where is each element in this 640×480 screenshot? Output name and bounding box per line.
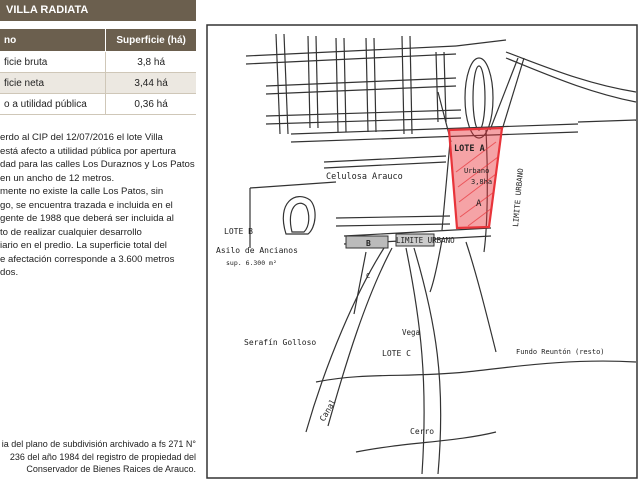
table-cell-value: 3,44 há	[106, 73, 196, 94]
subdivision-plan-map	[206, 22, 640, 480]
label-serafin-golloso: Serafín Golloso	[244, 338, 317, 347]
paragraph-line: go, se encuentra trazada e incluida en el	[0, 199, 173, 211]
table-row	[0, 73, 196, 94]
label-lote-a: LOTE A	[454, 144, 485, 154]
paragraph-line: e afectación corresponde a 3.600 metros	[0, 253, 175, 265]
label-celulosa-arauco: Celulosa Arauco	[326, 172, 403, 182]
table-header-surface: Superficie (há)	[106, 29, 196, 52]
paragraph-line: iario en el predio. La superficie total del	[0, 240, 167, 251]
paragraph-los-patos	[0, 185, 196, 280]
figure-caption	[0, 438, 196, 476]
table-cell-value: 3,8 há	[106, 52, 196, 73]
label-canal: Canal	[317, 397, 338, 423]
caption-line: 236 del año 1984 del registro de propiedad del	[9, 451, 196, 462]
paragraph-line: mente no existe la calle Los Patos, sin	[0, 186, 164, 197]
label-area-a: 3,8ha	[471, 178, 493, 186]
paragraph-cip	[0, 131, 196, 185]
label-vega: Vega	[402, 328, 421, 337]
label-cerro: Cerro	[410, 427, 435, 436]
surface-table	[0, 29, 196, 115]
paragraph-line: está afecto a utilidad pública por apertura	[0, 145, 176, 157]
table-header-name: no	[0, 29, 106, 52]
table-cell-label: ficie bruta	[0, 52, 106, 73]
table-cell-value: 0,36 há	[106, 94, 196, 115]
section-title: VILLA RADIATA	[0, 0, 196, 21]
label-letter-b: B	[366, 239, 371, 248]
caption-line: Conservador de Bienes Raices de Arauco.	[26, 464, 196, 474]
paragraph-line: gente de 1988 que deberá ser incluida al	[0, 213, 174, 224]
paragraph-line: erdo al CIP del 12/07/2016 el lote Villa	[0, 132, 163, 143]
label-limite-urbano-vertical: LIMITE URBANO	[511, 167, 526, 228]
label-lote-b: LOTE B	[224, 227, 253, 236]
paragraph-line: dad para las calles Los Duraznos y Los Patos	[0, 159, 195, 170]
table-cell-label: o a utilidad pública	[0, 94, 106, 115]
label-asilo-ancianos: Asilo de Ancianos	[216, 246, 298, 255]
label-urbano: Urbano	[464, 167, 490, 175]
paragraph-line: en un ancho de 12 metros.	[0, 172, 115, 184]
label-fundo-reunton: Fundo Reuntón (resto)	[516, 348, 605, 356]
document-text-column	[0, 0, 196, 480]
label-letter-c: C	[366, 272, 371, 280]
label-superficie-lote-b: sup. 6.300 m²	[226, 259, 277, 267]
table-row	[0, 94, 196, 115]
table-header-row	[0, 29, 196, 52]
label-letter-a: A	[476, 199, 482, 209]
paragraph-line: to de realizar cualquier desarrollo	[0, 226, 142, 238]
map-drawing	[206, 22, 640, 480]
table-row	[0, 52, 196, 73]
label-limite-urbano-horizontal: LIMITE URBANO	[396, 236, 455, 245]
table-cell-label: ficie neta	[0, 73, 106, 94]
paragraph-line: dos.	[0, 267, 19, 278]
label-lote-c: LOTE C	[382, 349, 411, 358]
caption-line: ia del plano de subdivisión archivado a fs 271 N°	[1, 439, 196, 449]
